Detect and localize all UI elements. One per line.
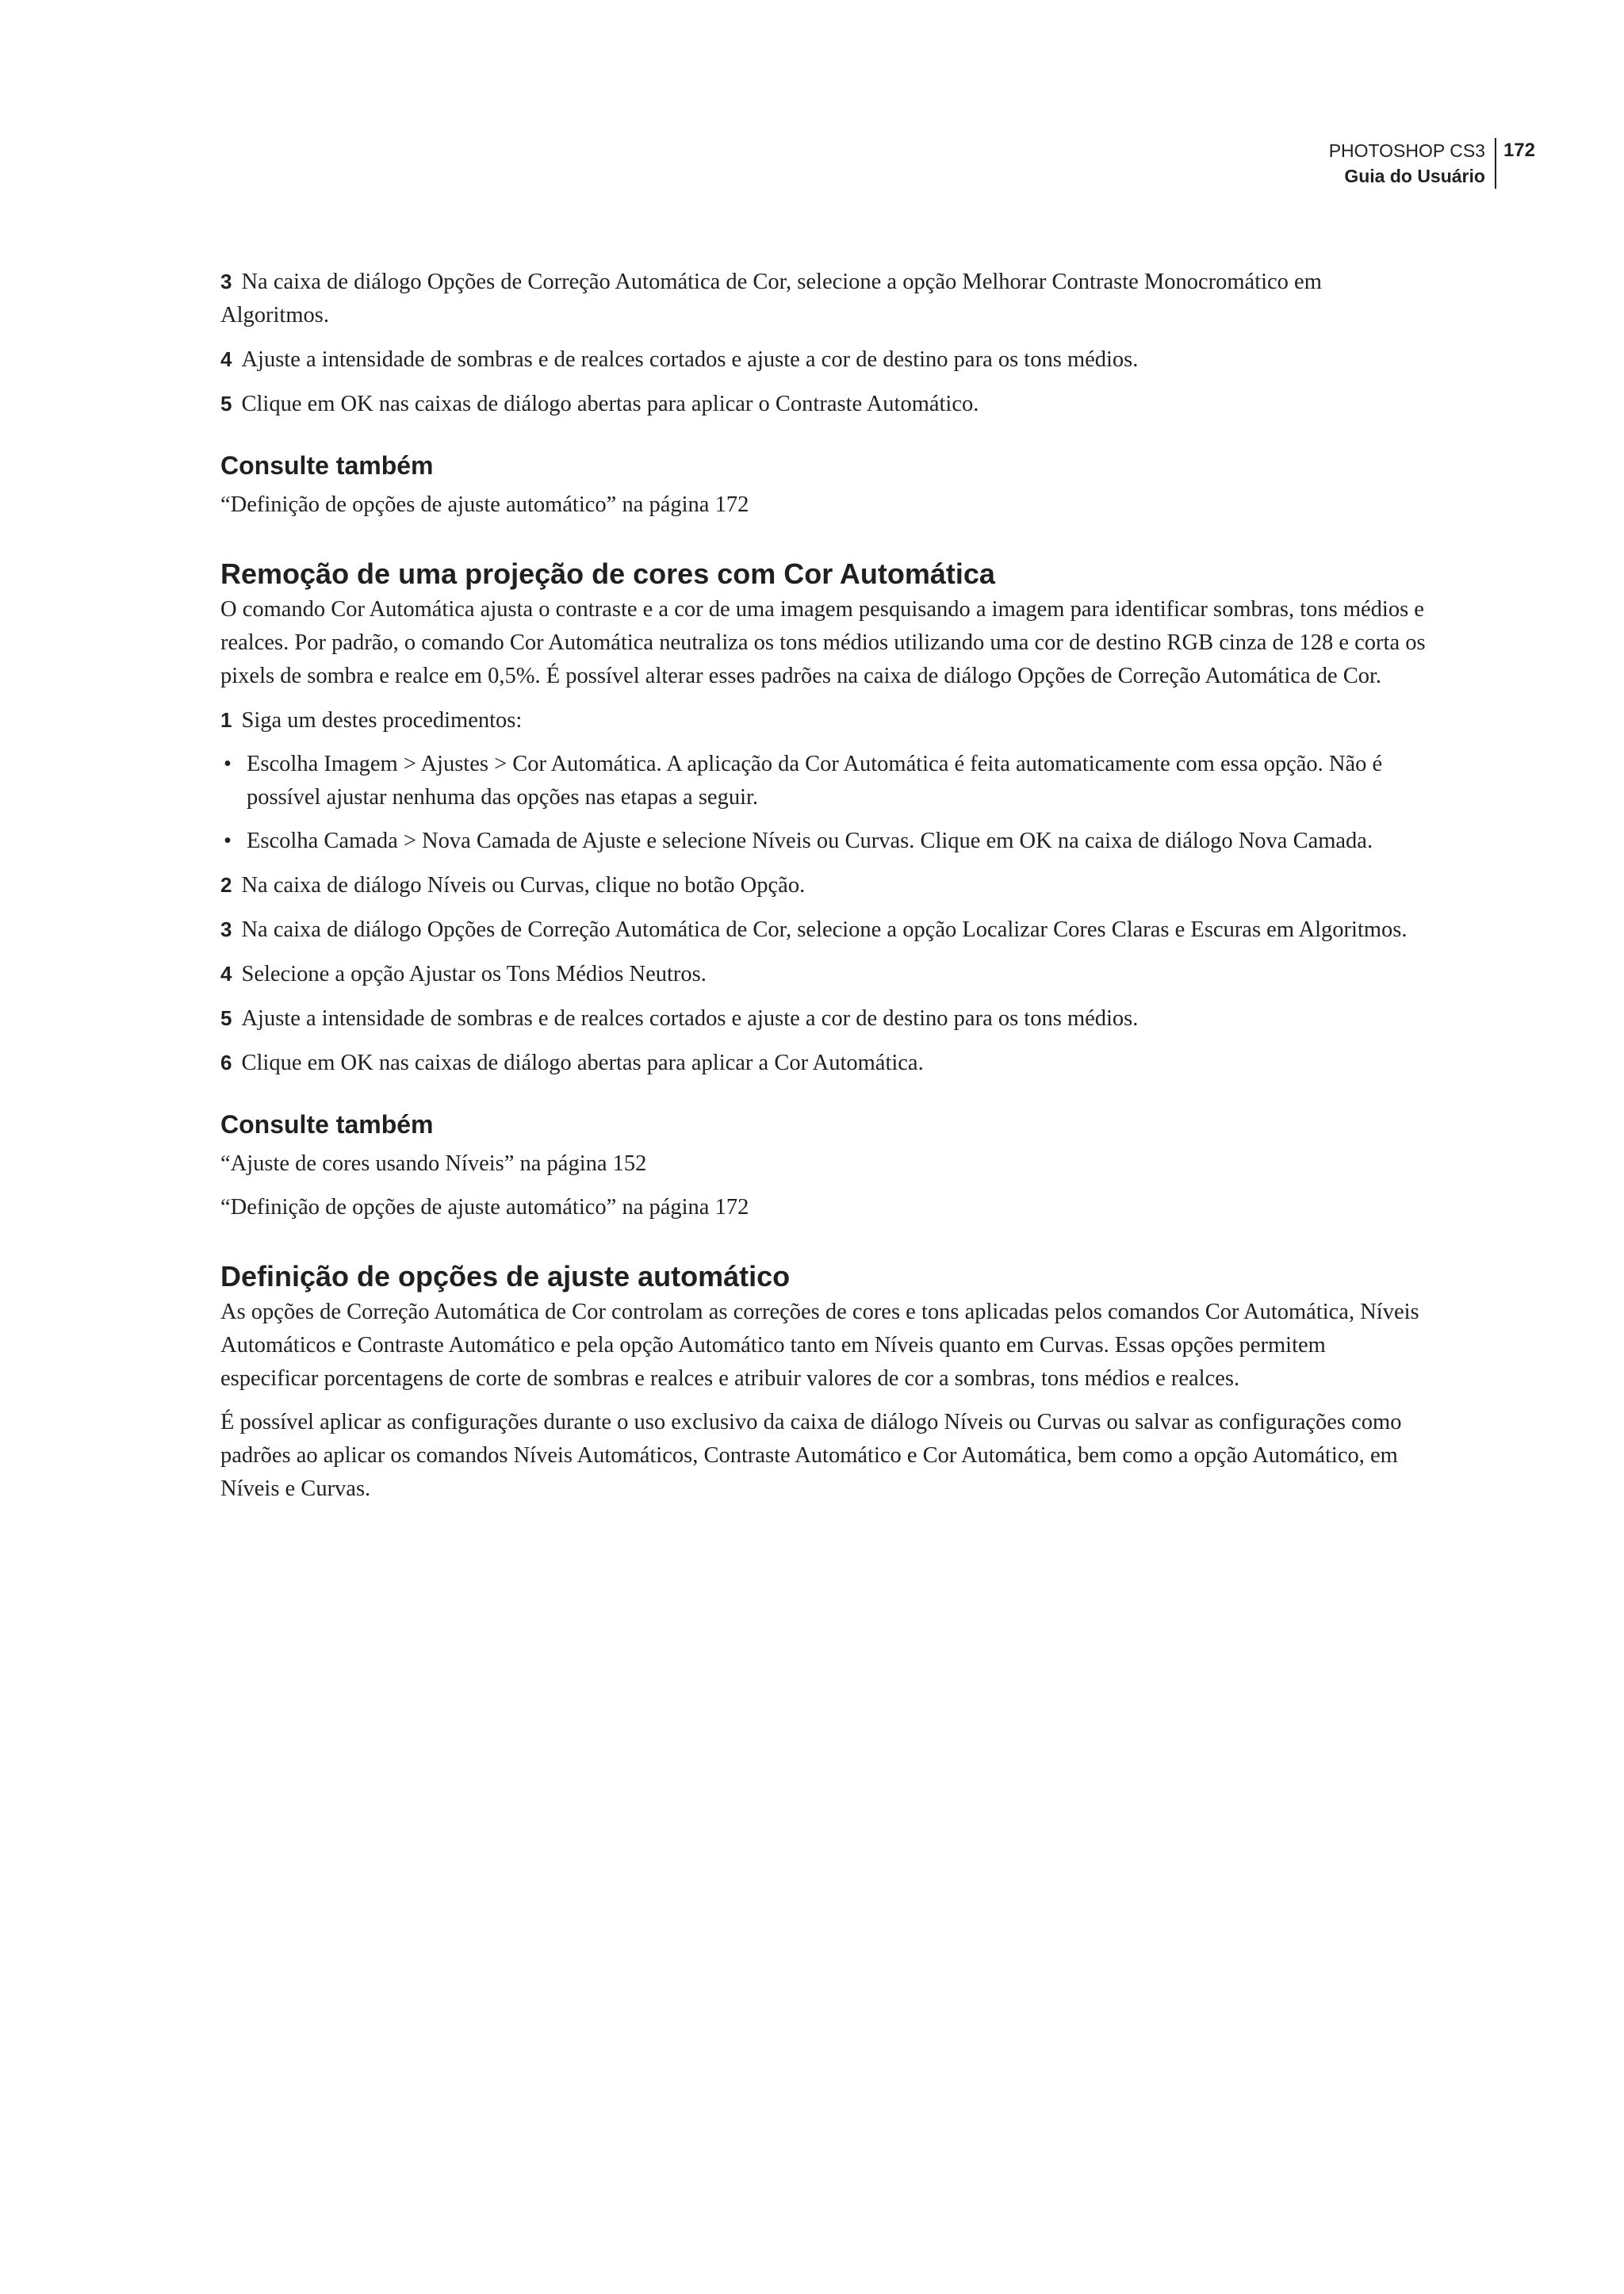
step-text: Na caixa de diálogo Opções de Correção Automática de Cor, selecione a opção Melhorar Contraste Monocromático em Algoritmos. (220, 270, 1322, 327)
page-number: 172 (1503, 140, 1535, 161)
step-number: 5 (220, 1006, 232, 1030)
guide-name: Guia do Usuário (1344, 166, 1485, 186)
running-header (1329, 138, 1535, 189)
step-text: Siga um destes procedimentos: (241, 708, 523, 733)
see-also-heading: Consulte também (220, 1110, 434, 1139)
step-number: 3 (220, 270, 232, 293)
step-text: Clique em OK nas caixas de diálogo abertas para aplicar a Cor Automática. (241, 1051, 924, 1075)
step-number: 4 (220, 962, 232, 986)
step-item (220, 913, 1426, 947)
section-title-auto-color: Remoção de uma projeção de cores com Cor Automática (220, 557, 995, 590)
step-item (220, 1001, 1426, 1036)
bullet-text: Escolha Camada > Nova Camada de Ajuste e selecione Níveis ou Curvas. Clique em OK na caixa de diálogo Nova Camada. (247, 829, 1373, 853)
step-item (220, 265, 1426, 332)
body-paragraph: É possível aplicar as configurações durante o uso exclusivo da caixa de diálogo Níveis ou Curvas ou salvar as configurações como padrões ao aplicar os comandos Níveis Automáticos, Contraste Automático e Cor Automática, bem como a opção Automático, em Níveis e Curvas. (220, 1410, 1402, 1501)
step-number: 2 (220, 873, 232, 897)
step-text: Ajuste a intensidade de sombras e de realces cortados e ajuste a cor de destino para os tons médios. (241, 347, 1139, 372)
step-item (220, 957, 1426, 991)
step-number: 4 (220, 347, 232, 371)
step-item (220, 387, 1426, 421)
section-intro-paragraph: O comando Cor Automática ajusta o contraste e a cor de uma imagem pesquisando a imagem para identificar sombras, tons médios e realces. Por padrão, o comando Cor Automática neutraliza os tons médios utilizando uma cor de destino RGB cinza de 128 e corta os pixels de sombra e realce em 0,5%. É possível alterar esses padrões na caixa de diálogo Opções de Correção Automática de Cor. (220, 597, 1426, 688)
body-paragraph: As opções de Correção Automática de Cor controlam as correções de cores e tons aplicadas pelos comandos Cor Automática, Níveis Automáticos e Contraste Automático e pela opção Automático tanto em Níveis quanto em Curvas. Essas opções permitem especificar porcentagens de corte de sombras e realces e atribuir valores de cor a sombras, tons médios e realces. (220, 1300, 1419, 1391)
step-text: Ajuste a intensidade de sombras e de realces cortados e ajuste a cor de destino para os tons médios. (241, 1006, 1139, 1031)
cross-reference-link[interactable]: “Definição de opções de ajuste automático” na página 172 (220, 492, 749, 517)
running-header-titles (1329, 138, 1496, 189)
step-text: Na caixa de diálogo Níveis ou Curvas, clique no botão Opção. (241, 873, 806, 898)
step-item (220, 868, 1426, 902)
step-text: Selecione a opção Ajustar os Tons Médios Neutros. (241, 962, 707, 986)
bullet-item (220, 748, 1426, 814)
step-text: Na caixa de diálogo Opções de Correção Automática de Cor, selecione a opção Localizar Cores Claras e Escuras em Algoritmos. (241, 917, 1408, 942)
section-title-auto-options: Definição de opções de ajuste automático (220, 1260, 791, 1293)
step-number: 3 (220, 917, 232, 941)
page-content (220, 265, 1426, 1516)
step-item (220, 343, 1426, 377)
cross-reference-link[interactable]: “Definição de opções de ajuste automático” na página 172 (220, 1195, 749, 1220)
cross-reference-link[interactable]: “Ajuste de cores usando Níveis” na página 152 (220, 1151, 647, 1176)
product-name: PHOTOSHOP CS3 (1328, 140, 1485, 161)
see-also-heading: Consulte também (220, 451, 434, 480)
step-number: 5 (220, 392, 232, 416)
step-item (220, 703, 1426, 737)
step-number: 6 (220, 1051, 232, 1074)
bullet-icon: • (224, 829, 232, 853)
step-item (220, 1046, 1426, 1080)
step-number: 1 (220, 708, 232, 732)
bullet-icon: • (224, 752, 232, 776)
bullet-item (220, 825, 1426, 858)
step-text: Clique em OK nas caixas de diálogo abertas para aplicar o Contraste Automático. (241, 392, 979, 416)
bullet-text: Escolha Imagem > Ajustes > Cor Automática. A aplicação da Cor Automática é feita automaticamente com essa opção. Não é possível ajustar nenhuma das opções nas etapas a seguir. (247, 752, 1383, 810)
